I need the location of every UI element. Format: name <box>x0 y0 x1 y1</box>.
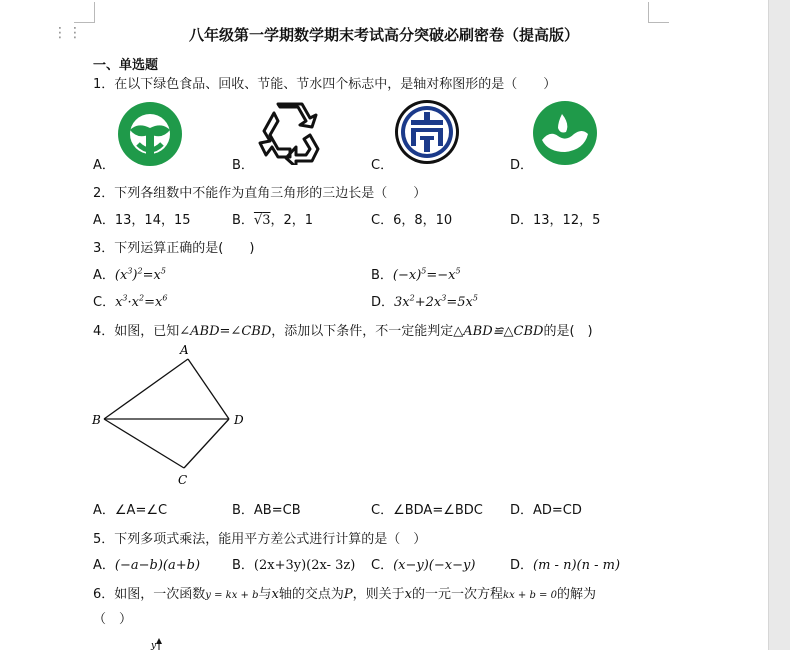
q3-option-d <box>371 291 478 310</box>
q6-stem-x: x <box>271 587 279 602</box>
q4-stem-eq2: △ABD≌△CBD <box>453 324 544 339</box>
q4-option-c: C．∠BDA=∠BDC <box>371 503 483 518</box>
q5-option-b <box>232 554 355 573</box>
q3-option-b <box>371 264 461 283</box>
q3-option-d-label: D． <box>371 295 395 310</box>
q5-option-b-expr: (2x+3y)(2x- 3z) <box>253 558 356 573</box>
q3-option-c-expr: $x^3\cdot x^2=x^6$ <box>115 293 168 310</box>
q4-option-b: B．AB=CB <box>232 503 301 518</box>
q5-option-a <box>93 554 200 573</box>
green-food-icon <box>116 100 184 168</box>
q3-option-b-label: B． <box>371 268 393 283</box>
q2-option-b-label: B． <box>232 213 254 228</box>
segment-cd <box>184 419 229 468</box>
segment-ad <box>188 359 229 419</box>
page-title: 八年级第一学期数学期末考试高分突破必刷密卷（提高版） <box>188 26 579 44</box>
q5-option-d <box>510 554 620 573</box>
question-3-stem: 3．下列运算正确的是( ) <box>93 241 255 256</box>
drag-handle-icon[interactable]: ⋮⋮ <box>53 25 83 41</box>
q4-option-d: D．AD=CD <box>510 503 582 518</box>
q5-option-c <box>371 554 475 573</box>
q6-graph-partial <box>145 638 175 650</box>
window-scroll-gutter[interactable] <box>768 0 790 650</box>
recycle-icon <box>256 101 322 165</box>
q5-option-a-expr: (−a−b)(a+b) <box>114 558 201 573</box>
q3-option-a-label: A． <box>93 268 115 283</box>
q5-option-b-label: B． <box>232 558 254 573</box>
q6-stem-mid2: 轴的交点为 <box>278 587 344 602</box>
radicand: 3 <box>262 213 271 228</box>
point-b-label: B <box>92 413 101 427</box>
q5-option-c-label: C． <box>371 558 394 573</box>
q2-option-d: D．13，12，5 <box>510 213 601 228</box>
q3-option-b-expr: $(-x)^5=-x^5$ <box>392 266 461 283</box>
question-6-blank: （ ） <box>93 612 133 627</box>
segment-bc <box>104 419 184 468</box>
q1-option-c-label: C． <box>371 158 394 173</box>
q6-stem-mid3: ，则关于 <box>352 587 405 602</box>
q1-option-b-label: B． <box>232 158 254 173</box>
question-2-stem: 2．下列各组数中不能作为直角三角形的三边长是（ ） <box>93 186 427 201</box>
point-a-label: A <box>180 343 189 357</box>
q1-option-d-label: D． <box>510 158 534 173</box>
question-1-stem: 1．在以下绿色食品、回收、节能、节水四个标志中，是轴对称图形的是（ ） <box>93 77 557 92</box>
q3-option-a <box>93 264 166 283</box>
question-6-stem <box>93 583 596 602</box>
q4-stem-pre: 4．如图，已知 <box>93 324 180 339</box>
q6-stem-mid4: 的一元一次方程 <box>412 587 504 602</box>
q5-option-a-label: A． <box>93 558 115 573</box>
kite-figure <box>88 340 258 490</box>
question-4-stem <box>93 320 593 339</box>
question-5-stem: 5．下列多项式乘法，能用平方差公式进行计算的是（ ） <box>93 532 427 547</box>
q6-stem-x2: x <box>404 587 412 602</box>
q1-option-a-label: A． <box>93 158 115 173</box>
q2-option-c: C．6，8，10 <box>371 213 453 228</box>
q5-option-d-expr: (m - n)(n - m) <box>533 558 621 573</box>
y-axis-label: y <box>151 641 157 650</box>
page-corner-mark <box>74 2 95 23</box>
q6-stem-pre: 6．如图，一次函数 <box>93 587 206 602</box>
q6-stem-post: 的解为 <box>556 587 596 602</box>
water-saving-icon <box>532 100 598 166</box>
q6-stem-eq2: kx + b = 0 <box>503 590 557 601</box>
q6-stem-p: P <box>343 587 353 602</box>
energy-saving-icon <box>393 98 461 166</box>
q3-option-a-expr: $(x^3)^2=x^5$ <box>114 266 166 283</box>
point-c-label: C <box>178 473 188 487</box>
q5-option-d-label: D． <box>510 558 534 573</box>
q4-stem-post: 的是( ) <box>543 324 593 339</box>
q2-option-a: A．13，14，15 <box>93 213 191 228</box>
q2-option-b <box>232 209 313 228</box>
q4-option-a: A．∠A=∠C <box>93 503 168 518</box>
section-heading: 一、单选题 <box>93 58 159 73</box>
segment-ab <box>104 359 188 419</box>
q3-option-d-expr: $3x^2+2x^3=5x^5$ <box>394 293 478 310</box>
q4-stem-eq: ∠ABD=∠CBD <box>179 324 272 339</box>
page-corner-mark <box>648 2 669 23</box>
q4-stem-mid: ，添加以下条件，不一定能判定 <box>271 324 454 339</box>
q2-option-b-rest: ，2，1 <box>270 213 314 228</box>
q6-stem-eq: y = kx + b <box>205 590 259 601</box>
sqrt-symbol: √3 <box>253 213 271 228</box>
point-d-label: D <box>234 413 244 427</box>
q3-option-c <box>93 291 167 310</box>
q3-option-c-label: C． <box>93 295 116 310</box>
q5-option-c-expr: (x−y)(−x−y) <box>393 558 476 573</box>
q6-stem-mid: 与 <box>258 587 272 602</box>
